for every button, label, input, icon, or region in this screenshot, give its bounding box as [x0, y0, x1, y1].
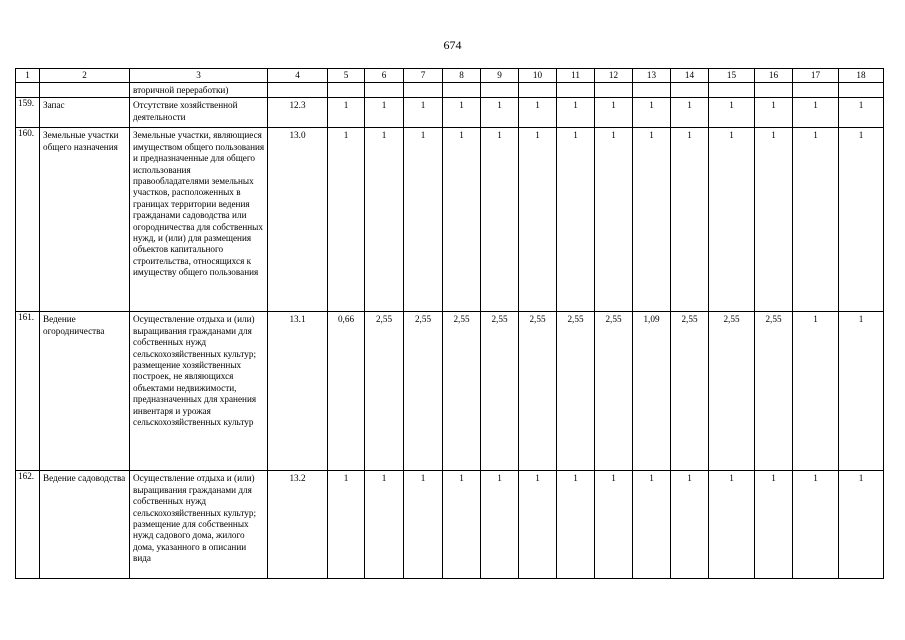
coefficient-cell: 1 — [328, 128, 365, 312]
coefficient-cell: 1 — [404, 471, 443, 579]
coefficient-cell: 1 — [839, 471, 884, 579]
coefficient-cell: 1 — [365, 471, 404, 579]
continuation-row — [16, 83, 884, 98]
coefficient-cell: 1 — [709, 128, 755, 312]
column-number: 13 — [633, 69, 671, 83]
coefficient-cell: 1 — [404, 128, 443, 312]
continuation-description: вторичной переработки) — [130, 83, 268, 98]
land-use-name: Ведение садоводства — [40, 471, 130, 579]
coefficient-cell: 1 — [839, 312, 884, 471]
land-use-description: Осуществление отдыха и (или) выращивания гражданами для собственных нужд сельскохозяйственных культур; размещение хозяйственных построек, не являющихся объектами недвижимости, предназначенных для хранения инвентаря и урожая сельскохозяйственных культур — [130, 312, 268, 471]
coefficient-cell: 2,55 — [709, 312, 755, 471]
table-row — [16, 312, 884, 471]
coefficient-cell: 1 — [365, 128, 404, 312]
column-number: 16 — [755, 69, 793, 83]
coefficient-cell: 1 — [709, 471, 755, 579]
column-number: 8 — [443, 69, 481, 83]
coefficient-cell: 2,55 — [671, 312, 709, 471]
land-use-code: 13.0 — [268, 128, 328, 312]
column-number: 1 — [16, 69, 40, 83]
column-number: 14 — [671, 69, 709, 83]
coefficient-cell: 1 — [793, 98, 839, 128]
column-number: 15 — [709, 69, 755, 83]
column-number-row — [16, 69, 884, 83]
table-row — [16, 98, 884, 128]
coefficient-cell: 0,66 — [328, 312, 365, 471]
land-use-table — [15, 68, 884, 579]
coefficient-cell: 1,09 — [633, 312, 671, 471]
coefficient-cell: 1 — [519, 471, 557, 579]
coefficient-cell: 1 — [839, 98, 884, 128]
coefficient-cell: 1 — [328, 471, 365, 579]
coefficient-cell: 1 — [519, 128, 557, 312]
table-row — [16, 128, 884, 312]
coefficient-cell: 1 — [839, 128, 884, 312]
column-number: 18 — [839, 69, 884, 83]
coefficient-cell: 2,55 — [557, 312, 595, 471]
column-number: 17 — [793, 69, 839, 83]
coefficient-cell: 1 — [595, 98, 633, 128]
coefficient-cell: 1 — [755, 98, 793, 128]
coefficient-cell: 1 — [443, 98, 481, 128]
coefficient-cell: 1 — [443, 128, 481, 312]
coefficient-cell: 1 — [481, 128, 519, 312]
coefficient-cell: 1 — [481, 98, 519, 128]
coefficient-cell: 2,55 — [443, 312, 481, 471]
column-number: 4 — [268, 69, 328, 83]
coefficient-cell: 1 — [404, 98, 443, 128]
column-number: 5 — [328, 69, 365, 83]
coefficient-cell: 1 — [755, 128, 793, 312]
land-use-description: Отсутствие хозяйственной деятельности — [130, 98, 268, 128]
coefficient-cell: 1 — [793, 471, 839, 579]
coefficient-cell: 1 — [557, 471, 595, 579]
table-row — [16, 471, 884, 579]
coefficient-cell: 2,55 — [404, 312, 443, 471]
coefficient-cell: 1 — [755, 471, 793, 579]
coefficient-cell: 1 — [633, 98, 671, 128]
column-number: 7 — [404, 69, 443, 83]
table-body — [16, 69, 884, 579]
coefficient-cell: 1 — [595, 128, 633, 312]
column-number: 11 — [557, 69, 595, 83]
coefficient-cell: 1 — [633, 128, 671, 312]
coefficient-cell: 1 — [671, 128, 709, 312]
coefficient-cell: 1 — [709, 98, 755, 128]
coefficient-cell: 1 — [793, 312, 839, 471]
column-number: 9 — [481, 69, 519, 83]
column-number: 10 — [519, 69, 557, 83]
column-number: 12 — [595, 69, 633, 83]
row-number: 162. — [16, 471, 40, 579]
coefficient-cell: 1 — [519, 98, 557, 128]
row-number: 161. — [16, 312, 40, 471]
land-use-code: 12.3 — [268, 98, 328, 128]
coefficient-cell: 1 — [595, 471, 633, 579]
column-number: 2 — [40, 69, 130, 83]
row-number: 160. — [16, 128, 40, 312]
page-number: 674 — [443, 38, 462, 52]
coefficient-cell: 1 — [328, 98, 365, 128]
coefficient-cell: 1 — [671, 98, 709, 128]
coefficient-cell: 2,55 — [481, 312, 519, 471]
coefficient-cell: 1 — [557, 98, 595, 128]
column-number: 3 — [130, 69, 268, 83]
column-number: 6 — [365, 69, 404, 83]
land-use-description: Земельные участки, являющиеся имуществом общего пользования и предназначенные для общего использования правообладателями земельных участков, расположенных в границах территории ведения гражданами садоводства или огородничества для собственных нужд, и (или) для размещения объектов капитального строительства, относящихся к имуществу общего пользования — [130, 128, 268, 312]
row-number: 159. — [16, 98, 40, 128]
land-use-code: 13.1 — [268, 312, 328, 471]
coefficient-cell: 2,55 — [519, 312, 557, 471]
land-use-code: 13.2 — [268, 471, 328, 579]
land-use-name: Земельные участки общего назначения — [40, 128, 130, 312]
coefficient-cell: 1 — [671, 471, 709, 579]
land-use-description: Осуществление отдыха и (или) выращивания гражданами для собственных нужд сельскохозяйственных культур; размещение для собственных нужд садового дома, жилого дома, указанного в описании вида — [130, 471, 268, 579]
coefficient-cell: 1 — [633, 471, 671, 579]
coefficient-cell: 2,55 — [365, 312, 404, 471]
land-use-name: Запас — [40, 98, 130, 128]
coefficient-cell: 2,55 — [595, 312, 633, 471]
coefficient-cell: 2,55 — [755, 312, 793, 471]
coefficient-cell: 1 — [443, 471, 481, 579]
coefficient-cell: 1 — [365, 98, 404, 128]
coefficient-cell: 1 — [793, 128, 839, 312]
land-use-name: Ведение огородничества — [40, 312, 130, 471]
coefficient-cell: 1 — [481, 471, 519, 579]
coefficient-cell: 1 — [557, 128, 595, 312]
